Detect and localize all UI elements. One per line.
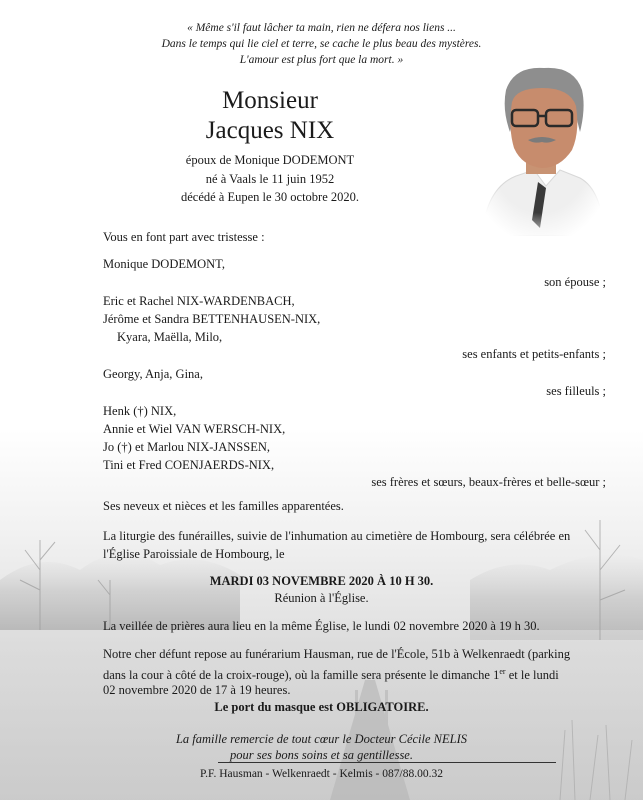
family-name: Henk (†) NIX,: [103, 404, 177, 418]
rest-line-1: Notre cher défunt repose au funérarium Hausman, rue de l'École, 51b à Welkenraedt (parking: [103, 647, 571, 661]
footer-divider: [218, 762, 556, 763]
family-relation: son épouse ;: [544, 275, 606, 289]
birth-line: né à Vaals le 11 juin 1952: [205, 172, 335, 186]
family-name: Kyara, Maëlla, Milo,: [117, 330, 223, 344]
death-line: décédé à Eupen le 30 octobre 2020.: [180, 190, 360, 204]
announcement-line: Vous en font part avec tristesse :: [103, 230, 265, 244]
mask-notice-emphasis: OBLIGATOIRE.: [336, 700, 429, 714]
meeting-line: Réunion à l'Église.: [274, 591, 369, 605]
rest-line-2-end: et le lundi: [505, 668, 559, 683]
family-name: Annie et Wiel VAN WERSCH-NIX,: [103, 422, 286, 436]
thanks-line-2: pour ses bons soins et sa gentillesse.: [230, 748, 413, 762]
deceased-title: Monsieur: [222, 87, 318, 114]
family-name: Jérôme et Sandra BETTENHAUSEN-NIX,: [103, 312, 321, 326]
family-relation: ses filleuls ;: [546, 384, 606, 398]
rest-line-2-text: dans la cour à côté de la croix-rouge), où la famille sera présente le dimanche 1: [103, 668, 500, 683]
liturgy-line-2: l'Église Paroissiale de Hombourg, le: [103, 547, 285, 561]
mask-notice-text: Le port du masque est: [214, 700, 337, 714]
quote-line-3: L'amour est plus fort que la mort. »: [239, 54, 404, 66]
thanks-line-1: La famille remercie de tout cœur le Docteur Cécile NELIS: [175, 732, 468, 746]
portrait-image: [476, 58, 606, 236]
deceased-name: Jacques NIX: [205, 117, 335, 144]
family-name: Eric et Rachel NIX-WARDENBACH,: [103, 294, 295, 308]
ordinal-superscript: er: [499, 667, 506, 676]
liturgy-line-1: La liturgie des funérailles, suivie de l'inhumation au cimetière de Hombourg, sera célébrée en: [103, 529, 571, 543]
vigil-line: La veillée de prières aura lieu en la même Église, le lundi 02 novembre 2020 à 19 h 30.: [103, 619, 540, 633]
family-name: Jo (†) et Marlou NIX-JANSSEN,: [103, 440, 270, 454]
funeral-home-footer: P.F. Hausman - Welkenraedt - Kelmis - 087/88.00.32: [200, 768, 443, 780]
spouse-line: époux de Monique DODEMONT: [185, 153, 355, 167]
family-name: Tini et Fred COENJAERDS-NIX,: [103, 458, 275, 472]
quote-line-1: « Même s'il faut lâcher ta main, rien ne défera nos liens ...: [187, 22, 456, 34]
rest-line-3: 02 novembre 2020 de 17 à 19 heures.: [103, 683, 291, 697]
family-name: Monique DODEMONT,: [103, 257, 225, 271]
family-relation: ses frères et sœurs, beaux-frères et belle-sœur ;: [371, 475, 606, 489]
extended-family-line: Ses neveux et nièces et les familles apparentées.: [103, 499, 344, 513]
mask-notice: [0, 698, 643, 716]
family-relation: ses enfants et petits-enfants ;: [462, 347, 606, 361]
portrait-photo: [476, 58, 606, 236]
quote-line-2: Dans le temps qui lie ciel et terre, se cache le plus beau des mystères.: [161, 38, 482, 50]
family-name: Georgy, Anja, Gina,: [103, 367, 203, 381]
funeral-date: MARDI 03 NOVEMBRE 2020 À 10 H 30.: [209, 574, 434, 588]
